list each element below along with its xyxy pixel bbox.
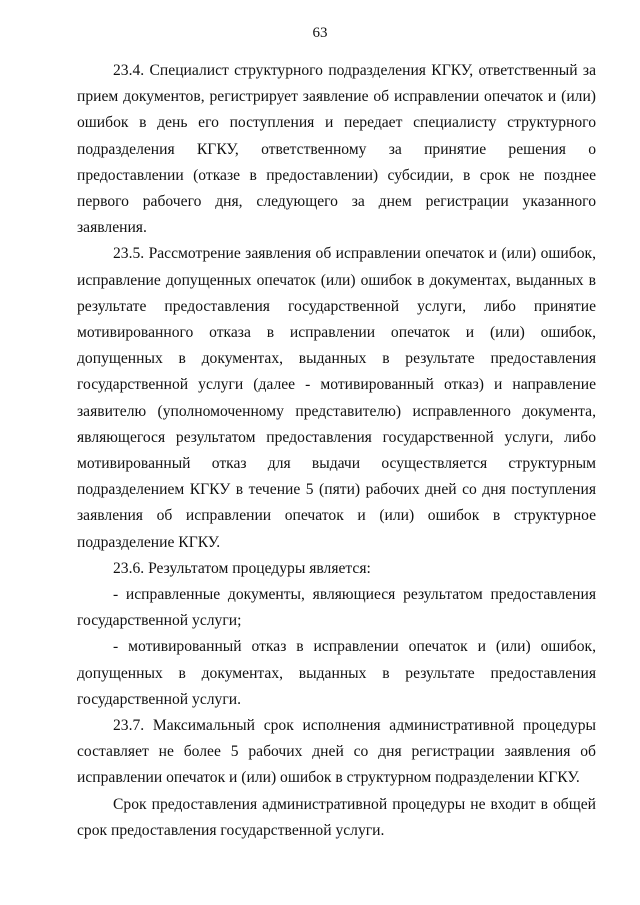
paragraph-23-5: 23.5. Рассмотрение заявления об исправлении опечаток и (или) ошибок, исправление допущенных опечаток (или) ошибок в документах, выданных в результате предоставления государственной услуги, либо принятие мотивированного отказа в исправлении опечаток и (или) ошибок, допущенных в документах, выданных в результате предоставления государственной услуги (далее - мотивированный отказ) и направление заявителю (уполномоченному представителю) исправленного документа, являющегося результатом предоставления государственной услуги, либо мотивированный отказ для выдачи осуществляется структурным подразделением КГКУ в течение 5 (пяти) рабочих дней со дня поступления заявления об исправлении опечаток и (или) ошибок в структурное подразделение КГКУ. xyxy=(77,245,596,551)
paragraph-23-4: 23.4. Специалист структурного подразделения КГКУ, ответственный за прием документов, регистрирует заявление об исправлении опечаток и (или) ошибок в день его поступления и передает специалисту структурного подразделения КГКУ, ответственному за принятие решения о предоставлении (отказе в предоставлении) субсидии, в срок не позднее первого рабочего дня, следующего за днем регистрации указанного заявления. xyxy=(77,62,596,237)
result-item-corrected-documents: - исправленные документы, являющиеся результатом предоставления государственной услуги; xyxy=(77,586,596,630)
paragraph-23-6: 23.6. Результатом процедуры является: xyxy=(113,559,371,577)
page-number: 63 xyxy=(312,25,328,41)
paragraph-procedure-term: Срок предоставления административной процедуры не входит в общей срок предоставления государственной услуги. xyxy=(77,795,596,839)
result-item-reasoned-refusal: - мотивированный отказ в исправлении опечаток и (или) ошибок, допущенных в документах, выданных в результате предоставления государственной услуги. xyxy=(77,638,596,708)
document-body xyxy=(77,58,596,844)
paragraph-23-7: 23.7. Максимальный срок исполнения административной процедуры составляет не более 5 рабочих дней со дня регистрации заявления об исправлении опечаток и (или) ошибок в структурном подразделении КГКУ. xyxy=(77,717,596,787)
